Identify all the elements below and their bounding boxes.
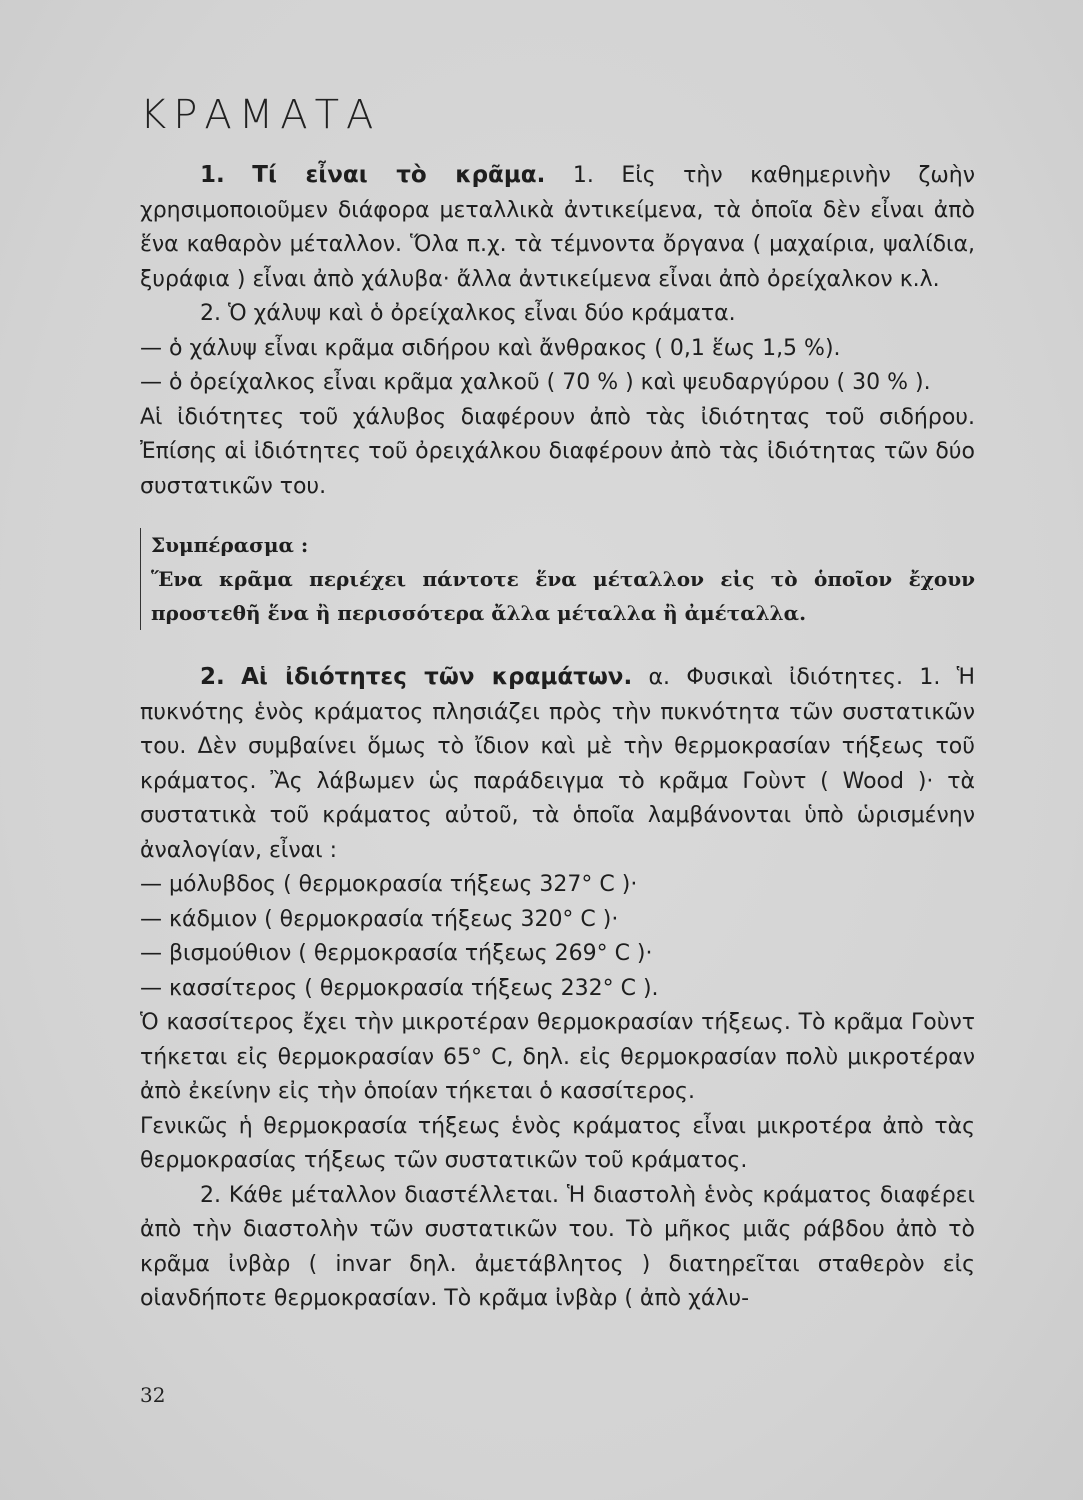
section1-number: 1. bbox=[200, 162, 225, 188]
list-item: — βισμούθιον ( θερμοκρασία τήξεως 269° C )· bbox=[140, 941, 653, 966]
section2-general-paragraph: Γενικῶς ἡ θερμοκρασία τήξεως ἑνὸς κράματος εἶναι μικροτέρα ἀπὸ τὰς θερμοκρασίας τήξεως τῶν συστατικῶν τοῦ κράματος. bbox=[140, 1113, 975, 1173]
list-item: — μόλυβδος ( θερμοκρασία τήξεως 327° C )· bbox=[140, 872, 638, 897]
section1-paragraph bbox=[140, 158, 975, 297]
section2-paragraph bbox=[140, 660, 975, 868]
section1-dash2: — ὁ ὀρείχαλκος εἶναι κρᾶμα χαλκοῦ ( 70 % ) καὶ ψευδαργύρου ( 30 % ). bbox=[140, 370, 931, 395]
summary-text: Ἕνα κρᾶμα περιέχει πάντοτε ἕνα μέταλλον εἰς τὸ ὁποῖον ἔχουν προστεθῆ ἕνα ἢ περισσότερα ἄλλα μέταλλα ἢ ἀμέταλλα. bbox=[151, 567, 975, 625]
chapter-title: ΚΡΑΜΑΤΑ bbox=[140, 92, 381, 138]
section1-dash1: — ὁ χάλυψ εἶναι κρᾶμα σιδήρου καὶ ἄνθρακος ( 0,1 ἕως 1,5 %). bbox=[140, 335, 841, 361]
list-item: — κάδμιον ( θερμοκρασία τήξεως 320° C )· bbox=[140, 906, 619, 932]
section1-heading: Τί εἶναι τὸ κρᾶμα. bbox=[252, 162, 546, 188]
section2-number: 2. bbox=[200, 664, 225, 690]
section1-p2: 2. Ὁ χάλυψ καὶ ὁ ὀρείχαλκος εἶναι δύο κράματα. bbox=[200, 301, 736, 326]
section1-p3: Αἱ ἰδιότητες τοῦ χάλυβος διαφέρουν ἀπὸ τὰς ἰδιότητας τοῦ σιδήρου. Ἐπίσης αἱ ἰδιότητες τοῦ ὀρειχάλκου διαφέρουν ἀπὸ τὰς ἰδιότητας τῶν δύο συστατικῶν του. bbox=[140, 404, 975, 499]
list-item: — κασσίτερος ( θερμοκρασία τήξεως 232° C ). bbox=[140, 975, 659, 1001]
section2-tin-paragraph: Ὁ κασσίτερος ἔχει τὴν μικροτέραν θερμοκρασίαν τήξεως. Τὸ κρᾶμα Γοὺντ τήκεται εἰς θερμοκρασίαν 65° C, δηλ. εἰς θερμοκρασίαν πολὺ μικροτέραν ἀπὸ ἐκείνην εἰς τὴν ὁποίαν τήκεται ὁ κασσίτερος. bbox=[140, 1010, 975, 1104]
summary-box bbox=[140, 528, 975, 630]
summary-title: Συμπέρασμα : bbox=[151, 533, 309, 557]
section1-intro: 1. Εἰς τὴν καθημερινὴν ζωὴν χρησιμοποιοῦμεν διάφορα μεταλλικὰ ἀντικείμενα, τὰ ὁποῖα δὲν εἶναι ἀπὸ ἕνα καθαρὸν μέταλλον. Ὅλα π.χ. τὰ τέμνοντα ὄργανα ( μαχαίρια, ψαλίδια, ξυράφια ) εἶναι ἀπὸ χάλυβα· ἄλλα ἀντικείμενα εἶναι ἀπὸ ὀρείχαλκον κ.λ. bbox=[140, 163, 975, 292]
section2-intro: α. Φυσικαὶ ἰδιότητες. 1. Ἡ πυκνότης ἑνὸς κράματος πλησιάζει πρὸς τὴν πυκνότητα τῶν συστατικῶν του. Δὲν συμβαίνει ὅμως τὸ ἴδιον καὶ μὲ τὴν θερμοκρασίαν τήξεως τοῦ κράματος. Ἂς λάβωμεν ὡς παράδειγμα τὸ κρᾶμα Γοὺντ ( Wood )· τὰ συστατικὰ τοῦ κράματος αὐτοῦ, τὰ ὁποῖα λαμβάνονται ὑπὸ ὡρισμένην ἀναλογίαν, εἶναι : bbox=[140, 665, 975, 863]
section2-heading: Αἱ ἰδιότητες τῶν κραμάτων. bbox=[241, 664, 633, 690]
page-number: 32 bbox=[140, 1383, 166, 1407]
body-text bbox=[140, 158, 975, 1317]
section2-expansion-paragraph: 2. Κάθε μέταλλον διαστέλλεται. Ἡ διαστολὴ ἑνὸς κράματος διαφέρει ἀπὸ τὴν διαστολὴν τῶν συστατικῶν του. Τὸ μῆκος μιᾶς ράβδου ἀπὸ τὸ κρᾶμα ἰνβὰρ ( invar δηλ. ἀμετάβλητος ) διατηρεῖται σταθερὸν εἰς οἱανδήποτε θερμοκρασίαν. Τὸ κρᾶμα ἰνβὰρ ( ἀπὸ χάλυ- bbox=[140, 1182, 975, 1311]
